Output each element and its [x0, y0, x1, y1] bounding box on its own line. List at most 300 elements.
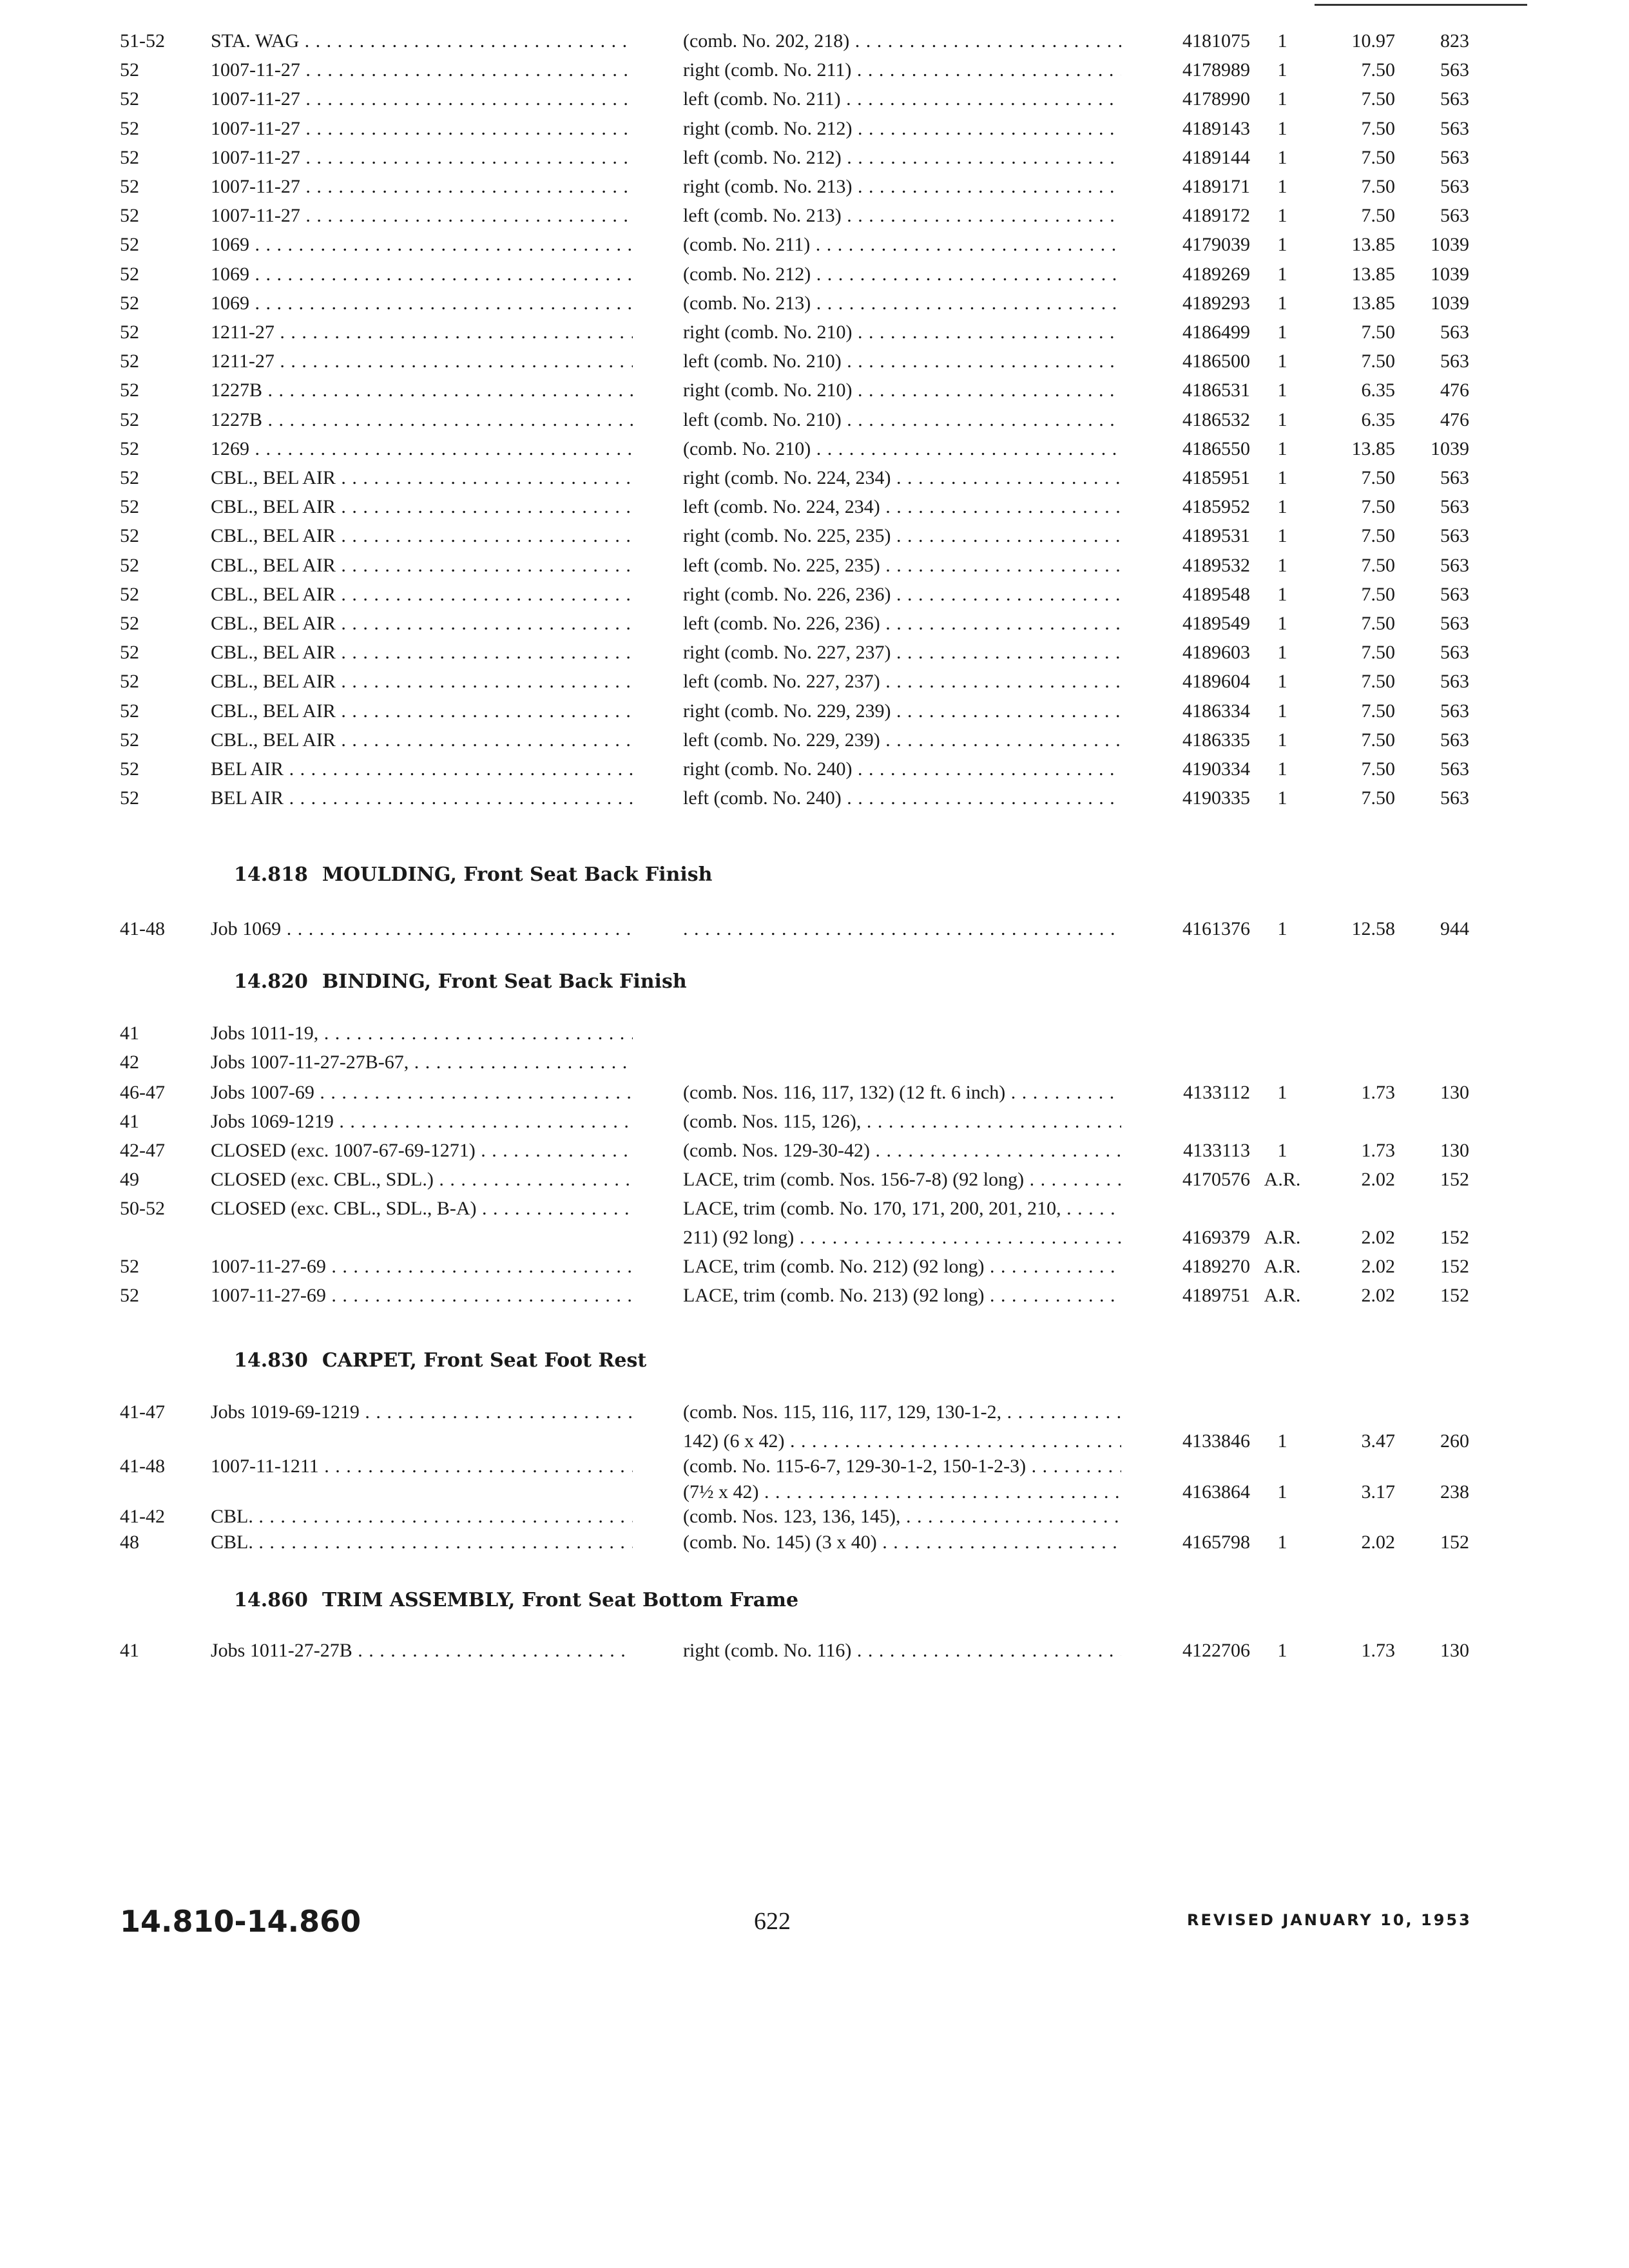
part-number: 4190334 [1182, 758, 1250, 780]
part-number: 4161376 [1182, 918, 1250, 939]
quantity: 1 [1277, 758, 1287, 780]
part-description: (comb. No. 212) . . . [683, 260, 1121, 289]
quantity: 1 [1277, 409, 1287, 430]
list-price: 1.73 [1361, 1640, 1395, 1661]
table-row [0, 1224, 1629, 1252]
part-number: 4189143 [1182, 118, 1250, 139]
table-row [0, 784, 1629, 812]
quantity: 1 [1277, 293, 1287, 314]
table-row [0, 1528, 1629, 1557]
body-style: Job 1069 . . . [211, 915, 633, 943]
section-heading [234, 861, 712, 889]
list-price: 2.02 [1361, 1256, 1395, 1277]
price-code: 944 [1440, 918, 1469, 939]
section-number: 14.818 [234, 863, 308, 886]
part-description: left (comb. No. 226, 236) . . . [683, 610, 1121, 638]
quantity: 1 [1277, 88, 1287, 110]
table-row [0, 464, 1629, 492]
footer-section-range: 14.810-14.860 [120, 1904, 361, 1939]
model-year: 52 [120, 264, 139, 285]
list-price: 12.58 [1351, 918, 1395, 939]
part-number: 4186335 [1182, 729, 1250, 751]
body-style: CBL., BEL AIR . . . [211, 522, 633, 550]
body-style: Jobs 1011-19, . . . [211, 1019, 633, 1048]
body-style: CBL. . . . [211, 1528, 633, 1557]
quantity: 1 [1277, 467, 1287, 488]
table-row [0, 639, 1629, 667]
part-number: 4189603 [1182, 642, 1250, 663]
part-description: left (comb. No. 212) . . . [683, 144, 1121, 172]
model-year: 52 [120, 205, 139, 226]
quantity: 1 [1277, 30, 1287, 52]
body-style: 1007-11-27-69 . . . [211, 1253, 633, 1281]
quantity: 1 [1277, 1532, 1287, 1553]
part-description: right (comb. No. 224, 234) . . . [683, 464, 1121, 492]
part-description: 211) (92 long) . . . [683, 1224, 1121, 1252]
list-price: 2.02 [1361, 1532, 1395, 1553]
table-row [0, 610, 1629, 638]
quantity: 1 [1277, 59, 1287, 81]
table-row [0, 144, 1629, 172]
part-description: right (comb. No. 210) . . . [683, 376, 1121, 405]
model-year: 41 [120, 1023, 139, 1044]
body-style: 1007-11-27 . . . [211, 56, 633, 84]
quantity: 1 [1277, 1140, 1287, 1161]
body-style: 1007-11-27 . . . [211, 173, 633, 201]
part-number: 4189604 [1182, 671, 1250, 692]
model-year: 52 [120, 234, 139, 255]
part-number: 4133113 [1183, 1140, 1250, 1161]
quantity: 1 [1277, 1082, 1287, 1103]
price-code: 563 [1440, 496, 1469, 517]
body-style: BEL AIR . . . [211, 755, 633, 783]
list-price: 13.85 [1351, 234, 1395, 255]
quantity: 1 [1277, 147, 1287, 168]
leader-dots [683, 915, 1121, 943]
table-row [0, 27, 1629, 55]
body-style: 1227B . . . [211, 406, 633, 434]
quantity: 1 [1277, 525, 1287, 546]
body-style: CBL. . . . [211, 1503, 633, 1531]
price-code: 563 [1440, 59, 1469, 81]
part-number: 4189144 [1182, 147, 1250, 168]
part-number: 4189171 [1182, 176, 1250, 197]
part-number: 4170576 [1182, 1169, 1250, 1190]
quantity: 1 [1277, 918, 1287, 939]
part-number: 4189172 [1182, 205, 1250, 226]
list-price: 7.50 [1361, 729, 1395, 751]
part-description: (comb. No. 211) . . . [683, 231, 1121, 259]
body-style: CBL., BEL AIR . . . [211, 581, 633, 609]
table-row [0, 755, 1629, 783]
body-style: Jobs 1007-69 . . . [211, 1079, 633, 1107]
part-number: 4189548 [1182, 584, 1250, 605]
price-code: 152 [1440, 1532, 1469, 1553]
section-heading [234, 1347, 646, 1375]
quantity: 1 [1277, 1430, 1287, 1452]
quantity: 1 [1277, 584, 1287, 605]
list-price: 7.50 [1361, 555, 1395, 576]
model-year: 52 [120, 729, 139, 751]
price-code: 563 [1440, 787, 1469, 809]
part-number: 4122706 [1182, 1640, 1250, 1661]
quantity: 1 [1277, 438, 1287, 459]
table-row [0, 522, 1629, 550]
quantity: 1 [1277, 613, 1287, 634]
table-row [0, 493, 1629, 521]
list-price: 7.50 [1361, 525, 1395, 546]
part-number: 4178989 [1182, 59, 1250, 81]
model-year: 52 [120, 496, 139, 517]
body-style: 1069 . . . [211, 231, 633, 259]
price-code: 238 [1440, 1481, 1469, 1503]
part-description: left (comb. No. 210) . . . [683, 406, 1121, 434]
body-style: Jobs 1069-1219 . . . [211, 1108, 633, 1136]
part-description: LACE, trim (comb. No. 212) (92 long) . . . [683, 1253, 1121, 1281]
model-year: 52 [120, 613, 139, 634]
body-style: CBL., BEL AIR . . . [211, 552, 633, 580]
price-code: 563 [1440, 322, 1469, 343]
list-price: 7.50 [1361, 176, 1395, 197]
part-number: 4186499 [1182, 322, 1250, 343]
table-row [0, 1452, 1629, 1481]
body-style: Jobs 1007-11-27-27B-67, . . . [211, 1048, 633, 1077]
part-number: 4179039 [1182, 234, 1250, 255]
part-number: 4169379 [1182, 1227, 1250, 1248]
quantity: 1 [1277, 380, 1287, 401]
part-number: 4189751 [1182, 1285, 1250, 1306]
list-price: 13.85 [1351, 293, 1395, 314]
price-code: 1039 [1431, 293, 1469, 314]
model-year: 52 [120, 555, 139, 576]
part-number: 4189293 [1182, 293, 1250, 314]
body-style: 1227B . . . [211, 376, 633, 405]
part-description: left (comb. No. 213) . . . [683, 202, 1121, 230]
table-row [0, 1137, 1629, 1165]
part-description: right (comb. No. 210) . . . [683, 318, 1121, 347]
list-price: 7.50 [1361, 758, 1395, 780]
part-description: (comb. Nos. 129-30-42) . . . [683, 1137, 1121, 1165]
part-number: 4189269 [1182, 264, 1250, 285]
model-year: 48 [120, 1532, 139, 1553]
price-code: 563 [1440, 729, 1469, 751]
body-style: 1069 . . . [211, 260, 633, 289]
list-price: 10.97 [1351, 30, 1395, 52]
part-description: left (comb. No. 229, 239) . . . [683, 726, 1121, 754]
model-year: 42 [120, 1052, 139, 1073]
part-number: 4186334 [1182, 700, 1250, 722]
part-number: 4189549 [1182, 613, 1250, 634]
part-description: right (comb. No. 229, 239) . . . [683, 697, 1121, 726]
price-code: 563 [1440, 467, 1469, 488]
list-price: 7.50 [1361, 787, 1395, 809]
table-row [0, 1166, 1629, 1194]
table-row [0, 202, 1629, 230]
body-style: CLOSED (exc. 1007-67-69-1271) . . . [211, 1137, 633, 1165]
table-row [0, 697, 1629, 726]
section-heading [234, 1586, 798, 1615]
list-price: 7.50 [1361, 205, 1395, 226]
price-code: 152 [1440, 1227, 1469, 1248]
price-code: 563 [1440, 758, 1469, 780]
part-number: 4185952 [1182, 496, 1250, 517]
table-row [0, 668, 1629, 696]
part-description: left (comb. No. 227, 237) . . . [683, 668, 1121, 696]
list-price: 13.85 [1351, 438, 1395, 459]
quantity: A.R. [1264, 1227, 1301, 1248]
part-description: (comb. No. 115-6-7, 129-30-1-2, 150-1-2-3) . . . [683, 1452, 1121, 1481]
model-year: 52 [120, 1256, 139, 1277]
table-row [0, 435, 1629, 463]
part-description: (7½ x 42) . . . [683, 1478, 1121, 1506]
price-code: 563 [1440, 613, 1469, 634]
table-row [0, 376, 1629, 405]
quantity: 1 [1277, 118, 1287, 139]
price-code: 563 [1440, 642, 1469, 663]
quantity: 1 [1277, 1481, 1287, 1503]
price-code: 563 [1440, 525, 1469, 546]
model-year: 52 [120, 700, 139, 722]
table-row [0, 85, 1629, 113]
list-price: 7.50 [1361, 351, 1395, 372]
table-row [0, 1108, 1629, 1136]
quantity: 1 [1277, 264, 1287, 285]
model-year: 52 [120, 409, 139, 430]
section-number: 14.820 [234, 970, 308, 993]
table-row [0, 1503, 1629, 1531]
table-row [0, 1253, 1629, 1281]
price-code: 130 [1440, 1082, 1469, 1103]
section-title: BINDING, Front Seat Back Finish [322, 970, 687, 993]
quantity: 1 [1277, 671, 1287, 692]
price-code: 563 [1440, 147, 1469, 168]
table-row [0, 1398, 1629, 1427]
model-year: 52 [120, 147, 139, 168]
quantity: 1 [1277, 176, 1287, 197]
part-number: 4163864 [1182, 1481, 1250, 1503]
price-code: 823 [1440, 30, 1469, 52]
quantity: 1 [1277, 322, 1287, 343]
model-year: 52 [120, 59, 139, 81]
model-year: 52 [120, 584, 139, 605]
section-title: TRIM ASSEMBLY, Front Seat Bottom Frame [322, 1589, 799, 1611]
part-description: right (comb. No. 213) . . . [683, 173, 1121, 201]
price-code: 563 [1440, 584, 1469, 605]
model-year: 41-48 [120, 918, 165, 939]
list-price: 13.85 [1351, 264, 1395, 285]
table-row [0, 1282, 1629, 1310]
price-code: 476 [1440, 409, 1469, 430]
part-description: left (comb. No. 224, 234) . . . [683, 493, 1121, 521]
part-description: (comb. No. 202, 218) . . . [683, 27, 1121, 55]
model-year: 52 [120, 642, 139, 663]
table-row [0, 1048, 1629, 1077]
price-code: 563 [1440, 176, 1469, 197]
list-price: 3.47 [1361, 1430, 1395, 1452]
quantity: A.R. [1264, 1285, 1301, 1306]
model-year: 52 [120, 671, 139, 692]
list-price: 6.35 [1361, 380, 1395, 401]
model-year: 52 [120, 380, 139, 401]
part-description: left (comb. No. 225, 235) . . . [683, 552, 1121, 580]
quantity: 1 [1277, 787, 1287, 809]
part-number: 4189531 [1182, 525, 1250, 546]
body-style: 1007-11-1211 . . . [211, 1452, 633, 1481]
price-code: 130 [1440, 1640, 1469, 1661]
part-description: right (comb. No. 240) . . . [683, 755, 1121, 783]
section-number: 14.860 [234, 1589, 308, 1611]
body-style: CBL., BEL AIR . . . [211, 493, 633, 521]
body-style: 1211-27 . . . [211, 347, 633, 376]
top-rule [1315, 4, 1527, 6]
model-year: 52 [120, 787, 139, 809]
price-code: 152 [1440, 1256, 1469, 1277]
model-year: 52 [120, 1285, 139, 1306]
list-price: 7.50 [1361, 700, 1395, 722]
model-year: 52 [120, 525, 139, 546]
quantity: 1 [1277, 496, 1287, 517]
table-row [0, 231, 1629, 259]
list-price: 2.02 [1361, 1285, 1395, 1306]
table-row [0, 581, 1629, 609]
model-year: 52 [120, 467, 139, 488]
quantity: A.R. [1264, 1256, 1301, 1277]
list-price: 7.50 [1361, 322, 1395, 343]
part-description: (comb. Nos. 115, 116, 117, 129, 130-1-2, . . . [683, 1398, 1121, 1427]
price-code: 130 [1440, 1140, 1469, 1161]
table-row [0, 726, 1629, 754]
model-year: 49 [120, 1169, 139, 1190]
footer-page-number: 622 [754, 1908, 791, 1935]
model-year: 52 [120, 322, 139, 343]
part-description: (comb. No. 213) . . . [683, 289, 1121, 318]
section-title: CARPET, Front Seat Foot Rest [322, 1349, 647, 1372]
body-style: CLOSED (exc. CBL., SDL., B-A) . . . [211, 1195, 633, 1223]
part-number: 4186500 [1182, 351, 1250, 372]
part-number: 4185951 [1182, 467, 1250, 488]
part-number: 4190335 [1182, 787, 1250, 809]
quantity: 1 [1277, 642, 1287, 663]
table-row [0, 347, 1629, 376]
part-number: 4178990 [1182, 88, 1250, 110]
quantity: 1 [1277, 1640, 1287, 1661]
part-description: LACE, trim (comb. Nos. 156-7-8) (92 long) . . . [683, 1166, 1121, 1194]
body-style: CBL., BEL AIR . . . [211, 668, 633, 696]
model-year: 41-48 [120, 1456, 165, 1477]
price-code: 1039 [1431, 234, 1469, 255]
body-style: 1269 . . . [211, 435, 633, 463]
table-row [0, 1427, 1629, 1456]
model-year: 52 [120, 758, 139, 780]
model-year: 51-52 [120, 30, 165, 52]
list-price: 7.50 [1361, 59, 1395, 81]
list-price: 7.50 [1361, 88, 1395, 110]
price-code: 563 [1440, 88, 1469, 110]
list-price: 2.02 [1361, 1227, 1395, 1248]
body-style: CBL., BEL AIR . . . [211, 610, 633, 638]
model-year: 52 [120, 293, 139, 314]
table-row [0, 173, 1629, 201]
part-description: right (comb. No. 212) . . . [683, 115, 1121, 143]
model-year: 52 [120, 176, 139, 197]
quantity: 1 [1277, 351, 1287, 372]
price-code: 476 [1440, 380, 1469, 401]
body-style: 1007-11-27-69 . . . [211, 1282, 633, 1310]
table-row [0, 115, 1629, 143]
model-year: 41-47 [120, 1401, 165, 1423]
price-code: 152 [1440, 1285, 1469, 1306]
list-price: 7.50 [1361, 642, 1395, 663]
list-price: 6.35 [1361, 409, 1395, 430]
table-row [0, 318, 1629, 347]
price-code: 563 [1440, 351, 1469, 372]
body-style: 1007-11-27 . . . [211, 85, 633, 113]
table-row [0, 915, 1629, 943]
body-style: 1007-11-27 . . . [211, 115, 633, 143]
table-row [0, 289, 1629, 318]
part-number: 4186531 [1182, 380, 1250, 401]
list-price: 7.50 [1361, 147, 1395, 168]
section-number: 14.830 [234, 1349, 308, 1372]
body-style: CBL., BEL AIR . . . [211, 697, 633, 726]
body-style: Jobs 1011-27-27B . . . [211, 1637, 633, 1665]
body-style: CBL., BEL AIR . . . [211, 726, 633, 754]
list-price: 7.50 [1361, 584, 1395, 605]
part-description: LACE, trim (comb. No. 170, 171, 200, 201, 210, . . . [683, 1195, 1121, 1223]
section-title: MOULDING, Front Seat Back Finish [322, 863, 713, 886]
section-heading [234, 968, 687, 996]
list-price: 7.50 [1361, 467, 1395, 488]
table-row [0, 1637, 1629, 1665]
part-description: left (comb. No. 210) . . . [683, 347, 1121, 376]
part-description: (comb. Nos. 123, 136, 145), . . . [683, 1503, 1121, 1531]
model-year: 41-42 [120, 1506, 165, 1527]
list-price: 7.50 [1361, 496, 1395, 517]
part-description: right (comb. No. 225, 235) . . . [683, 522, 1121, 550]
part-description: right (comb. No. 116) . . . [683, 1637, 1121, 1665]
part-number: 4133112 [1183, 1082, 1250, 1103]
part-number: 4186550 [1182, 438, 1250, 459]
model-year: 52 [120, 118, 139, 139]
model-year: 42-47 [120, 1140, 165, 1161]
table-row [0, 1019, 1629, 1048]
footer-revised-date: REVISED JANUARY 10, 1953 [1187, 1911, 1472, 1929]
quantity: 1 [1277, 205, 1287, 226]
part-description: LACE, trim (comb. No. 213) (92 long) . . . [683, 1282, 1121, 1310]
quantity: 1 [1277, 729, 1287, 751]
model-year: 41 [120, 1640, 139, 1661]
body-style: 1069 . . . [211, 289, 633, 318]
part-number: 4165798 [1182, 1532, 1250, 1553]
price-code: 563 [1440, 118, 1469, 139]
model-year: 52 [120, 88, 139, 110]
body-style: 1007-11-27 . . . [211, 202, 633, 230]
table-row [0, 552, 1629, 580]
list-price: 7.50 [1361, 671, 1395, 692]
table-row [0, 1079, 1629, 1107]
table-row [0, 406, 1629, 434]
part-description: left (comb. No. 240) . . . [683, 784, 1121, 812]
model-year: 46-47 [120, 1082, 165, 1103]
list-price: 7.50 [1361, 613, 1395, 634]
quantity: 1 [1277, 234, 1287, 255]
list-price: 1.73 [1361, 1140, 1395, 1161]
body-style: 1211-27 . . . [211, 318, 633, 347]
body-style: STA. WAG . . . [211, 27, 633, 55]
table-row [0, 260, 1629, 289]
quantity: A.R. [1264, 1169, 1301, 1190]
body-style: BEL AIR . . . [211, 784, 633, 812]
